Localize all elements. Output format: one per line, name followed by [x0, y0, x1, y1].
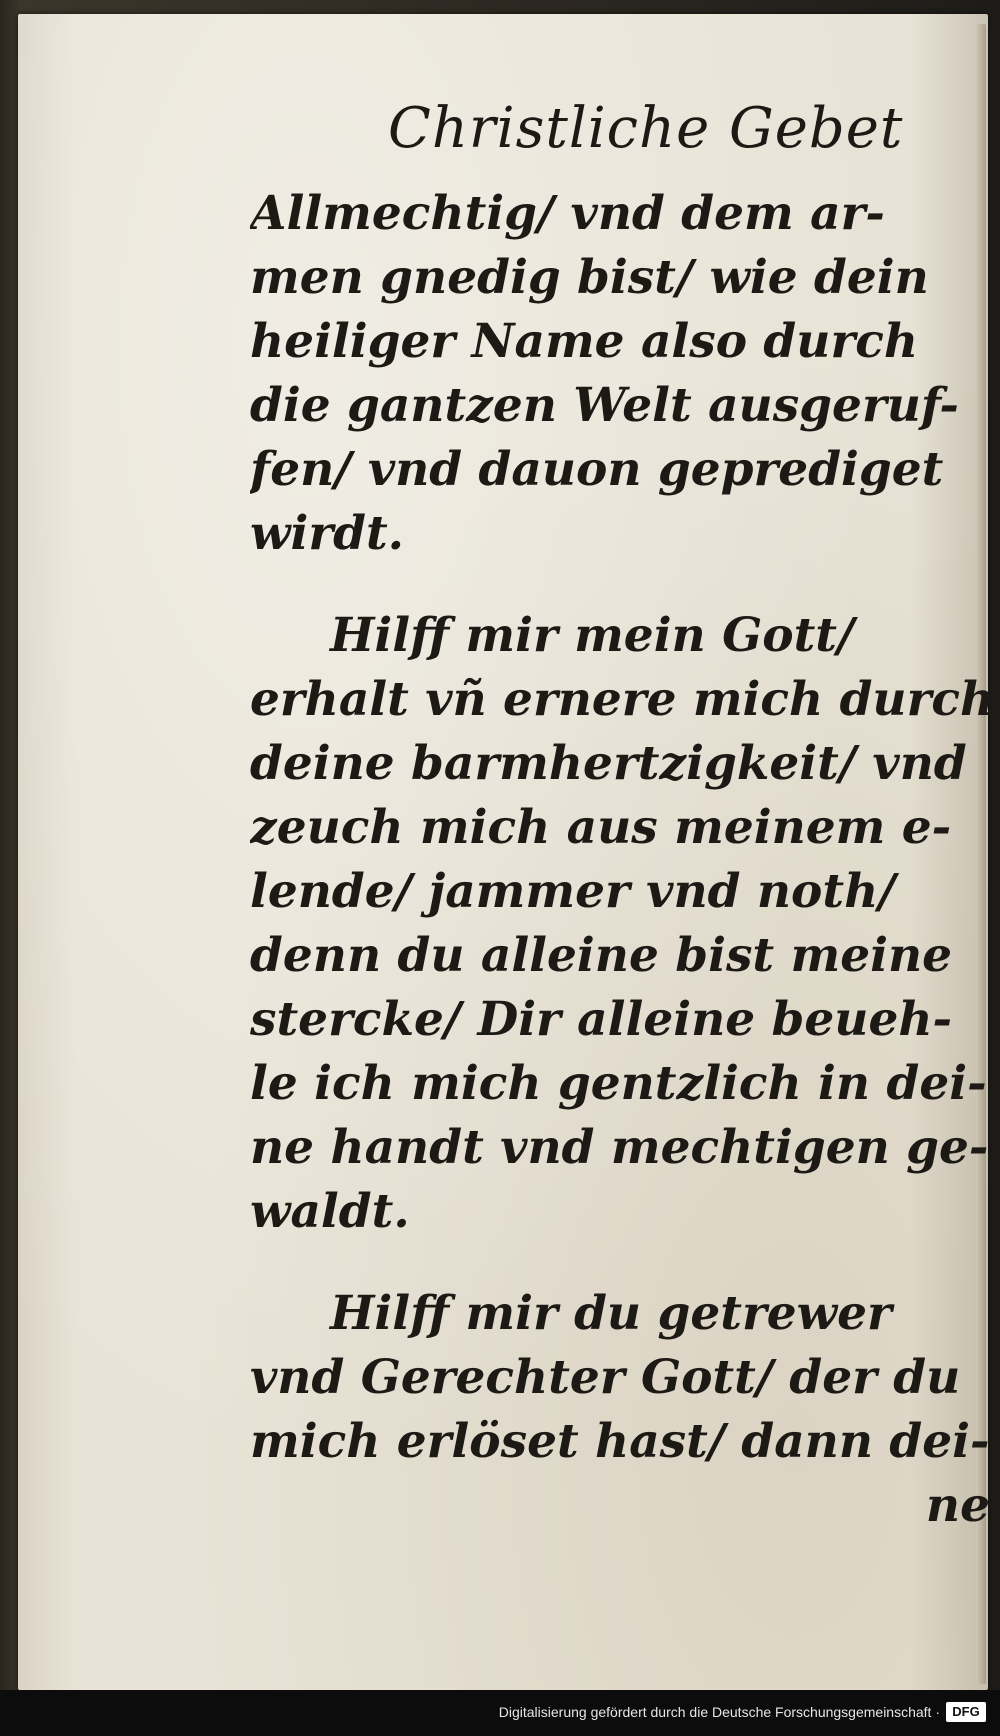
- text-line: die gantzen Welt ausgeruf-: [250, 378, 959, 433]
- paragraph-3: [250, 1282, 1000, 1538]
- text-line: zeuch mich aus meinem e-: [250, 800, 952, 855]
- text-block: [250, 182, 1000, 1576]
- text-line: mich erlöset hast/ dann dei-: [250, 1414, 990, 1469]
- text-line: Hilff mir mein Gott/: [330, 608, 855, 663]
- text-line: Hilff mir du getrewer: [330, 1286, 892, 1341]
- text-line: heiliger Name also durch: [250, 314, 919, 369]
- dfg-logo-icon: DFG: [946, 1702, 986, 1722]
- book-page: [18, 14, 995, 1690]
- catchword: ne: [925, 1478, 990, 1533]
- text-line: wirdt.: [250, 506, 405, 561]
- paragraph-1: [250, 182, 1000, 566]
- funding-credit: Digitalisierung gefördert durch die Deutsche Forschungsgemeinschaft ·: [498, 1704, 940, 1720]
- footer-bar: [0, 1690, 1000, 1736]
- text-line: denn du alleine bist meine: [250, 928, 953, 983]
- text-line: ne handt vnd mechtigen ge-: [250, 1120, 989, 1175]
- text-line: lende/ jammer vnd noth/: [250, 864, 896, 919]
- text-line: vnd Gerechter Gott/ der du: [250, 1350, 961, 1405]
- text-line: deine barmhertzigkeit/ vnd: [250, 736, 967, 791]
- text-line: waldt.: [250, 1184, 410, 1239]
- text-line: le ich mich gentzlich in dei-: [250, 1056, 987, 1111]
- text-line: men gnedig bist/ wie dein: [250, 250, 929, 305]
- running-head: Christliche Gebet: [388, 96, 904, 161]
- paragraph-2: [250, 604, 1000, 1244]
- text-line: erhalt vñ ernere mich durch: [250, 672, 995, 727]
- text-line: stercke/ Dir alleine beueh-: [250, 992, 953, 1047]
- text-line: Allmechtig/ vnd dem ar-: [250, 186, 885, 241]
- text-line: fen/ vnd dauon geprediget: [250, 442, 944, 497]
